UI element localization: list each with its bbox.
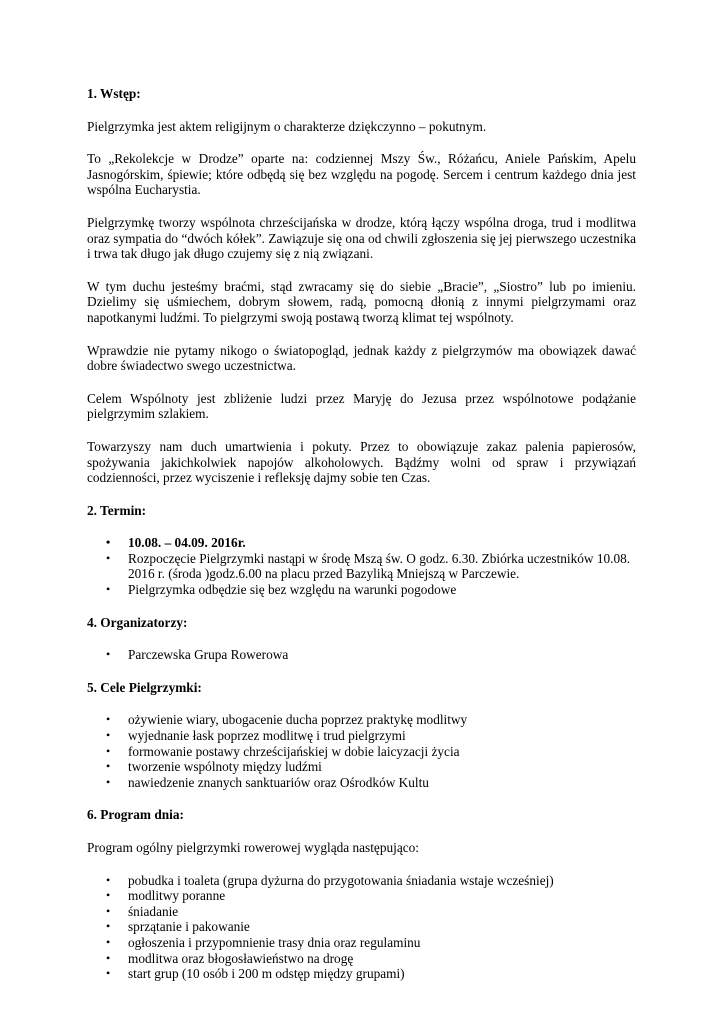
organizers-list	[87, 647, 636, 663]
list-item: • modlitwa oraz błogosławieństwo na drogę	[87, 951, 636, 967]
list-item: • ogłoszenia i przypomnienie trasy dnia oraz regulaminu	[87, 935, 636, 951]
term-list	[87, 535, 636, 597]
list-item: • wyjednanie łask poprzez modlitwę i trud pielgrzymi	[87, 728, 636, 744]
list-item: • tworzenie wspólnoty między ludźmi	[87, 759, 636, 775]
section-heading-organizers: 4. Organizatorzy:	[87, 614, 188, 630]
paragraph: Wprawdzie nie pytamy nikogo o światopogląd, jednak każdy z pielgrzymów ma obowiązek dawać dobre świadectwo swego uczestnictwa.	[87, 342, 636, 374]
paragraph: Pielgrzymkę tworzy wspólnota chrześcijańska w drodze, którą łączy wspólna droga, trud i modlitwa oraz sympatia do “dwóch kółek”. Zawiązuje się ona od chwili zgłoszenia się jej pierwszego uczestnika i trwa tak długo jak długo czujemy się z nią związani.	[87, 214, 636, 262]
goals-list	[87, 712, 636, 790]
paragraph: W tym duchu jesteśmy braćmi, stąd zwracamy się do siebie „Bracie”, „Siostro” lub po imieniu. Dzielimy się uśmiechem, dobrym słowem, radą, pomocną dłonią z innymi pielgrzymami oraz napotkanymi ludźmi. To pielgrzymi swoją postawą tworzą klimat tej wspólnoty.	[87, 278, 636, 325]
paragraph: Pielgrzymka jest aktem religijnym o charakterze dziękczynno – pokutnym.	[87, 118, 487, 134]
program-list	[87, 873, 636, 982]
list-item: • start grup (10 osób i 200 m odstęp między grupami)	[87, 966, 636, 982]
list-item: • nawiedzenie znanych sanktuariów oraz Ośrodków Kultu	[87, 775, 636, 791]
paragraph: Towarzyszy nam duch umartwienia i pokuty. Przez to obowiązuje zakaz palenia papierosów, spożywania jakichkolwiek napojów alkoholowych. Bądźmy wolni od spraw i przywiązań codzienności, przez wyciszenie i refleksję dajmy sobie ten Czas.	[87, 438, 636, 486]
section-heading-term: 2. Termin:	[87, 502, 147, 518]
section-heading-program: 6. Program dnia:	[87, 807, 184, 823]
section-heading-intro: 1. Wstęp:	[87, 86, 141, 101]
list-item: • modlitwy poranne	[87, 888, 636, 904]
paragraph: To „Rekolekcje w Drodze” oparte na: codziennej Mszy Św., Różańcu, Aniele Pańskim, Apelu Jasnogórskim, śpiewie; które odbędą się bez względu na pogodę. Sercem i centrum każdego dnia jest wspólna Eucharystia.	[87, 151, 636, 198]
list-item: • Parczewska Grupa Rowerowa	[87, 647, 636, 663]
list-item: • pobudka i toaleta (grupa dyżurna do przygotowania śniadania wstaje wcześniej)	[87, 873, 636, 889]
list-item: • Rozpoczęcie Pielgrzymki nastąpi w środę Mszą św. O godz. 6.30. Zbiórka uczestników 10.08. 2016 r. (środa )godz.6.00 na placu przed Bazyliką Mniejszą w Parczewie.	[87, 551, 636, 582]
list-item: • 10.08. – 04.09. 2016r.	[87, 535, 636, 551]
list-item: • Pielgrzymka odbędzie się bez względu na warunki pogodowe	[87, 582, 636, 598]
paragraph: Celem Wspólnoty jest zbliżenie ludzi przez Maryję do Jezusa przez wspólnotowe podążanie pielgrzymim szlakiem.	[87, 390, 636, 422]
list-item: • śniadanie	[87, 904, 636, 920]
list-item: • formowanie postawy chrześcijańskiej w dobie laicyzacji życia	[87, 744, 636, 760]
section-heading-goals: 5. Cele Pielgrzymki:	[87, 679, 202, 695]
list-item: • ożywienie wiary, ubogacenie ducha poprzez praktykę modlitwy	[87, 712, 636, 728]
paragraph: Program ogólny pielgrzymki rowerowej wygląda następująco:	[87, 840, 419, 855]
list-item: • sprzątanie i pakowanie	[87, 919, 636, 935]
